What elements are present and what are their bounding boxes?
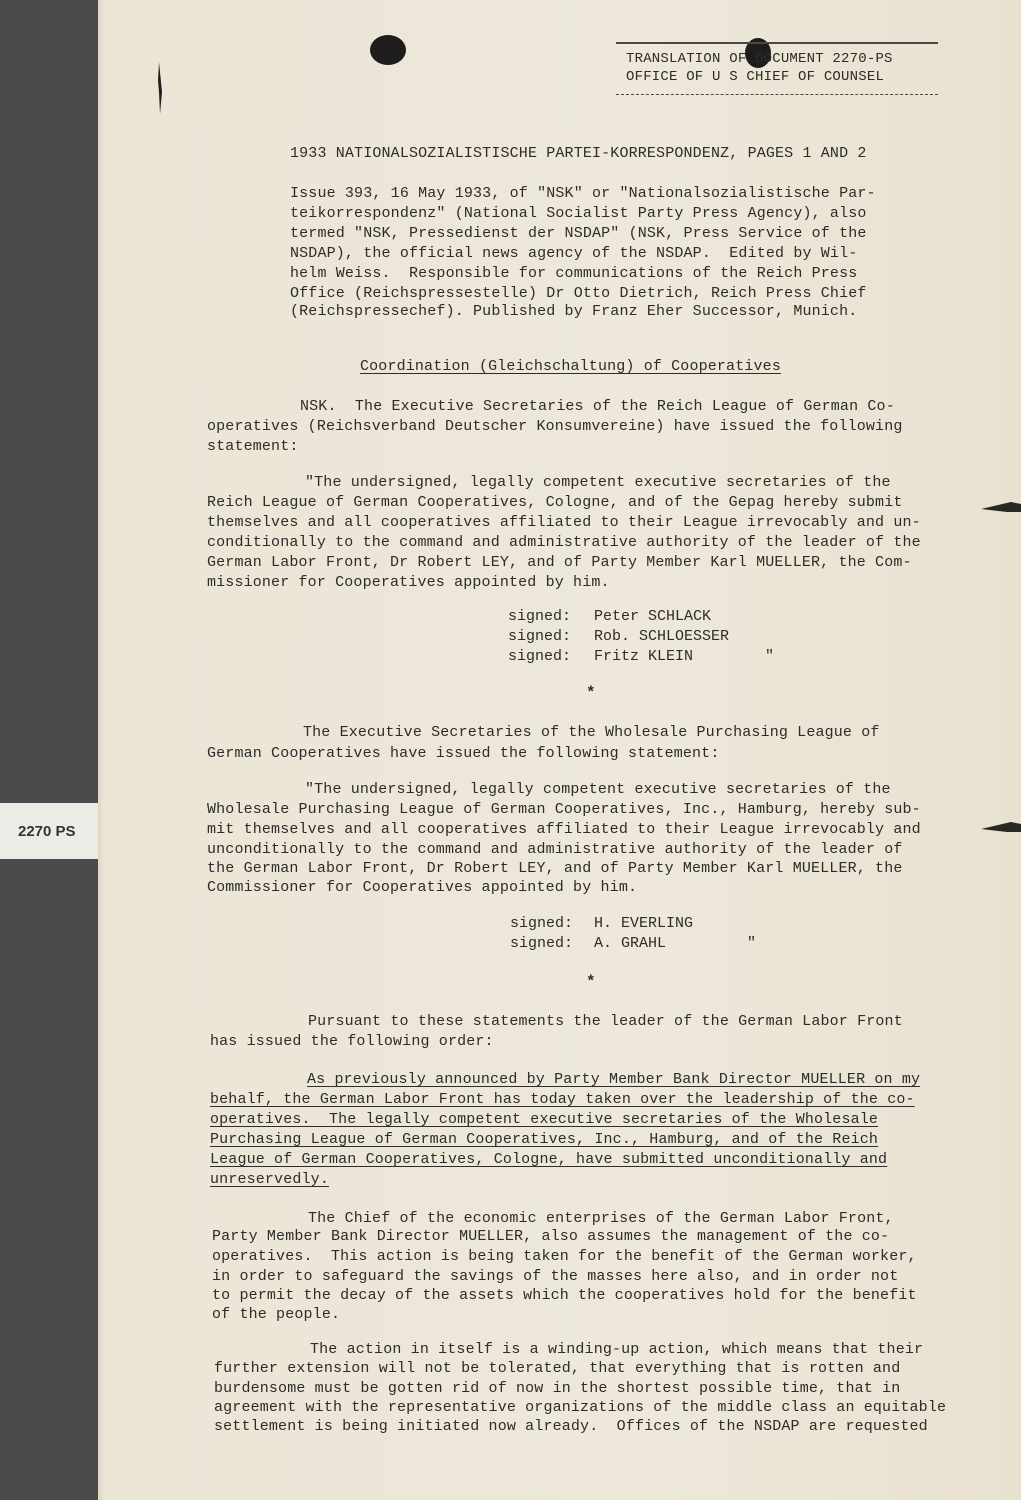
signature-name: A. GRAHL " xyxy=(594,935,757,952)
text-line: Issue 393, 16 May 1933, of "NSK" or "Nationalsozialistische Par- xyxy=(290,185,876,202)
text-line: settlement is being initiated now already. Offices of the NSDAP are requested xyxy=(214,1418,928,1435)
pen-mark xyxy=(157,62,163,114)
header-line-1: TRANSLATION OF DOCUMENT 2270-PS xyxy=(626,51,893,67)
header-line-2: OFFICE OF U S CHIEF OF COUNSEL xyxy=(626,69,885,85)
signature-name: Rob. SCHLOESSER xyxy=(594,628,730,645)
text-line: conditionally to the command and administrative authority of the leader of the xyxy=(207,534,921,551)
text-line: NSK. The Executive Secretaries of the Reich League of German Co- xyxy=(300,398,895,415)
signature-name: Peter SCHLACK xyxy=(594,608,712,625)
text-line: helm Weiss. Responsible for communications of the Reich Press xyxy=(290,265,858,282)
text-line: unconditionally to the command and administrative authority of the leader of xyxy=(207,841,903,858)
text-line: teikorrespondenz" (National Socialist Party Press Agency), also xyxy=(290,205,867,222)
margin-tab-label: 2270 PS xyxy=(18,823,76,840)
text-line: Commissioner for Cooperatives appointed by him. xyxy=(207,879,638,896)
text-line: burdensome must be gotten rid of now in the shortest possible time, that in xyxy=(214,1380,901,1397)
separator-star: * xyxy=(586,684,596,702)
text-line: unreservedly. xyxy=(210,1171,329,1188)
text-line: "The undersigned, legally competent executive secretaries of the xyxy=(305,781,891,798)
text-line: to permit the decay of the assets which the cooperatives hold for the benefit xyxy=(212,1287,917,1304)
text-line: operatives. The legally competent executive secretaries of the Wholesale xyxy=(210,1111,879,1128)
text-line: Office (Reichspressestelle) Dr Otto Dietrich, Reich Press Chief xyxy=(290,285,867,302)
text-line: in order to safeguard the savings of the masses here also, and in order not xyxy=(212,1268,899,1285)
text-line: Party Member Bank Director MUELLER, also assumes the management of the co- xyxy=(212,1228,890,1245)
text-line: The Executive Secretaries of the Wholesale Purchasing League of xyxy=(303,724,880,741)
signature-name: Fritz KLEIN " xyxy=(594,648,775,665)
text-line: themselves and all cooperatives affiliated to their League irrevocably and un- xyxy=(207,514,921,531)
edge-mark xyxy=(981,500,1021,514)
text-line: statement: xyxy=(207,438,299,455)
text-line: Pursuant to these statements the leader of the German Labor Front xyxy=(308,1013,903,1030)
text-line: German Cooperatives have issued the following statement: xyxy=(207,745,720,762)
text-line: The Chief of the economic enterprises of the German Labor Front, xyxy=(308,1210,894,1227)
signature-label: signed: xyxy=(508,608,572,625)
text-line: As previously announced by Party Member Bank Director MUELLER on my xyxy=(307,1071,921,1088)
text-line: Wholesale Purchasing League of German Cooperatives, Inc., Hamburg, hereby sub- xyxy=(207,801,921,818)
text-line: agreement with the representative organizations of the middle class an equitable xyxy=(214,1399,947,1416)
signature-label: signed: xyxy=(508,628,572,645)
separator-star: * xyxy=(586,973,596,991)
text-line: behalf, the German Labor Front has today taken over the leadership of the co- xyxy=(210,1091,915,1108)
text-line: German Labor Front, Dr Robert LEY, and of Party Member Karl MUELLER, the Com- xyxy=(207,554,912,571)
text-line: Reich League of German Cooperatives, Cologne, and of the Gepag hereby submit xyxy=(207,494,903,511)
text-line: missioner for Cooperatives appointed by him. xyxy=(207,574,610,591)
text-line: operatives (Reichsverband Deutscher Konsumvereine) have issued the following xyxy=(207,418,903,435)
signature-label: signed: xyxy=(510,915,574,932)
edge-mark xyxy=(981,820,1021,834)
section-title: Coordination (Gleichschaltung) of Cooperatives xyxy=(360,358,781,375)
document-title: 1933 NATIONALSOZIALISTISCHE PARTEI-KORRESPONDENZ, PAGES 1 AND 2 xyxy=(290,145,867,162)
text-line: NSDAP), the official news agency of the NSDAP. Edited by Wil- xyxy=(290,245,858,262)
binder-strip xyxy=(0,0,98,1500)
text-line: Purchasing League of German Cooperatives, Inc., Hamburg, and of the Reich xyxy=(210,1131,879,1148)
text-line: mit themselves and all cooperatives affiliated to their League irrevocably and xyxy=(207,821,921,838)
text-line: (Reichspressechef). Published by Franz Eher Successor, Munich. xyxy=(290,303,858,320)
text-line: further extension will not be tolerated, that everything that is rotten and xyxy=(214,1360,901,1377)
signature-name: H. EVERLING xyxy=(594,915,694,932)
text-line: of the people. xyxy=(212,1306,341,1323)
signature-label: signed: xyxy=(510,935,574,952)
punch-hole xyxy=(370,35,406,65)
text-line: "The undersigned, legally competent executive secretaries of the xyxy=(305,474,891,491)
text-line: League of German Cooperatives, Cologne, have submitted unconditionally and xyxy=(210,1151,888,1168)
text-line: termed "NSK, Pressedienst der NSDAP" (NSK, Press Service of the xyxy=(290,225,867,242)
text-line: The action in itself is a winding-up action, which means that their xyxy=(310,1341,924,1358)
text-line: the German Labor Front, Dr Robert LEY, and of Party Member Karl MUELLER, the xyxy=(207,860,903,877)
signature-label: signed: xyxy=(508,648,572,665)
text-line: operatives. This action is being taken for the benefit of the German worker, xyxy=(212,1248,917,1265)
text-line: has issued the following order: xyxy=(210,1033,494,1050)
